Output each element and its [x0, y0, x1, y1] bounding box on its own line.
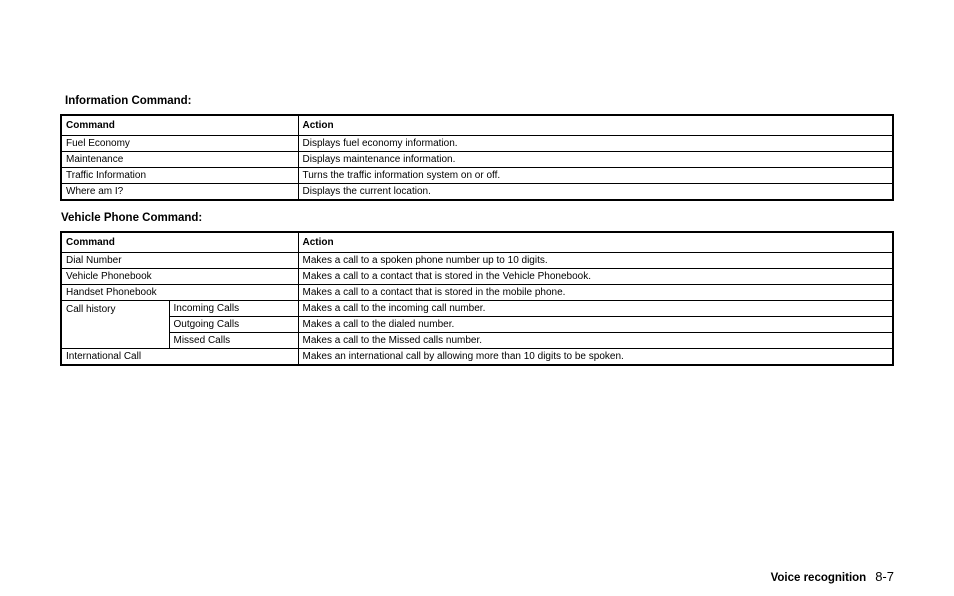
- table-header-row: [61, 232, 893, 253]
- action-cell: Makes a call to a spoken phone number up to 10 digits.: [298, 253, 893, 269]
- table-header-row: [61, 115, 893, 136]
- action-cell: Displays maintenance information.: [298, 152, 893, 168]
- table-row: [61, 301, 893, 317]
- command-column-header: Command: [61, 115, 298, 136]
- command-column-header: Command: [61, 232, 298, 253]
- action-cell: Displays the current location.: [298, 184, 893, 201]
- table-row: [61, 253, 893, 269]
- subcommand-cell: Incoming Calls: [169, 301, 298, 317]
- action-cell: Makes a call to a contact that is stored in the Vehicle Phonebook.: [298, 269, 893, 285]
- command-cell: Maintenance: [61, 152, 298, 168]
- action-cell: Makes a call to the incoming call number.: [298, 301, 893, 317]
- subcommand-cell: Outgoing Calls: [169, 317, 298, 333]
- table-row: [61, 168, 893, 184]
- action-column-header: Action: [298, 232, 893, 253]
- action-cell: Makes a call to a contact that is stored in the mobile phone.: [298, 285, 893, 301]
- action-cell: Makes a call to the dialed number.: [298, 317, 893, 333]
- table-row: [61, 333, 893, 349]
- table-row: [61, 285, 893, 301]
- information-command-heading: Information Command:: [65, 95, 192, 107]
- table-row: [61, 349, 893, 366]
- table-row: [61, 136, 893, 152]
- action-cell: Makes a call to the Missed calls number.: [298, 333, 893, 349]
- command-cell: Traffic Information: [61, 168, 298, 184]
- command-cell: Dial Number: [61, 253, 298, 269]
- table-row: [61, 269, 893, 285]
- page-number: 8-7: [875, 569, 894, 584]
- table-row: [61, 184, 893, 201]
- command-cell: International Call: [61, 349, 298, 366]
- vehicle-phone-command-heading: Vehicle Phone Command:: [61, 212, 203, 224]
- footer-section-label: Voice recognition: [770, 572, 867, 584]
- command-cell: Vehicle Phonebook: [61, 269, 298, 285]
- page-footer: [771, 569, 894, 584]
- subcommand-cell: Missed Calls: [169, 333, 298, 349]
- command-cell: Where am I?: [61, 184, 298, 201]
- table-row: [61, 152, 893, 168]
- vehicle-phone-command-table: [60, 231, 894, 366]
- action-cell: Displays fuel economy information.: [298, 136, 893, 152]
- action-cell: Turns the traffic information system on or off.: [298, 168, 893, 184]
- information-command-table: [60, 114, 894, 201]
- command-cell: Handset Phonebook: [61, 285, 298, 301]
- action-column-header: Action: [298, 115, 893, 136]
- action-cell: Makes an international call by allowing more than 10 digits to be spoken.: [298, 349, 893, 366]
- command-cell: Fuel Economy: [61, 136, 298, 152]
- table-row: [61, 317, 893, 333]
- call-history-cell: Call history: [61, 301, 169, 349]
